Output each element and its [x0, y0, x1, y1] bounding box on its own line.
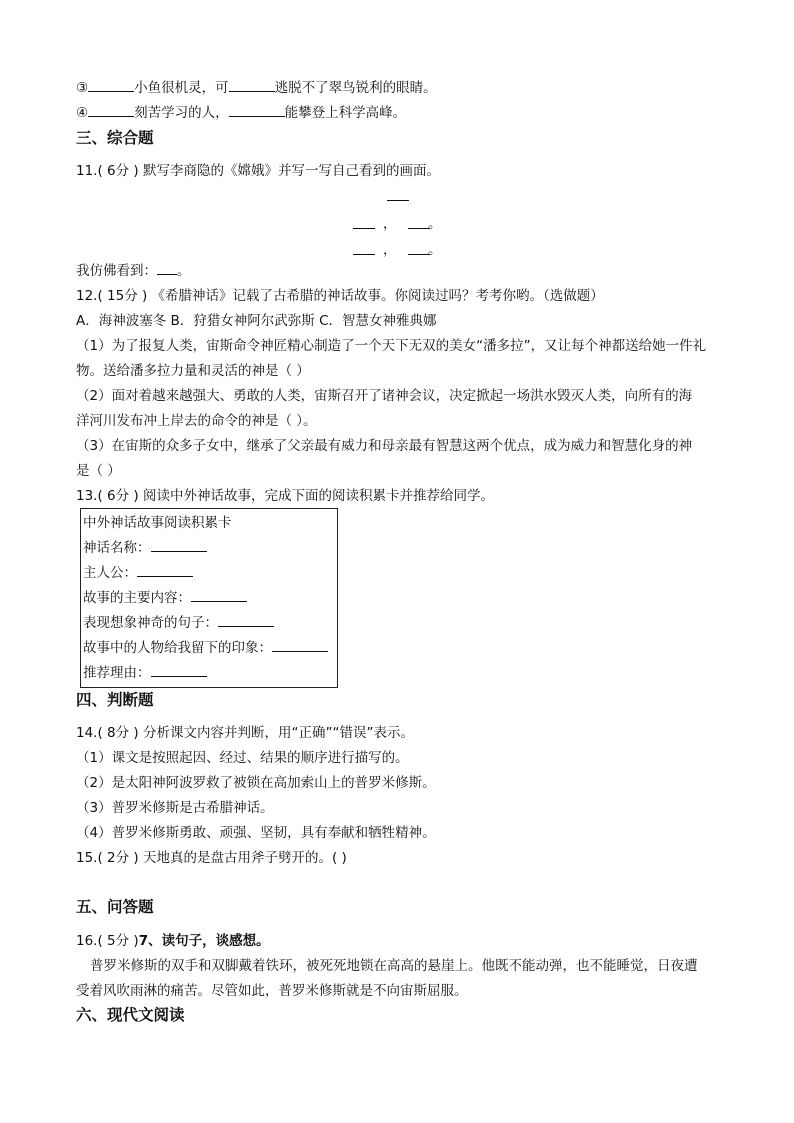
question-14-sub-3: （3）普罗米修斯是古希腊神话。: [76, 800, 274, 816]
answer-blank[interactable]: [88, 78, 134, 92]
section-4-heading: 四、判断题: [76, 691, 154, 709]
item-number: ③: [76, 80, 89, 96]
answer-blank[interactable]: [229, 103, 285, 117]
question-12-sub-1: （1）为了报复人类，宙斯命令神匠精心制造了一个天下无双的美女“潘多拉”，又让每个神都送给她一件礼: [76, 338, 707, 354]
question-13-stem: 13.( 6分 ) 阅读中外神话故事，完成下面的阅读积累卡并推荐给同学。: [76, 488, 494, 504]
card-row-sentence: 表现想象神奇的句子：: [83, 613, 274, 633]
card-row-hero: 主人公：: [83, 563, 193, 583]
card-row-name: 神话名称：: [83, 538, 207, 558]
question-12-options: A．海神波塞冬 B．狩猎女神阿尔武弥斯 C．智慧女神雅典娜: [76, 313, 437, 329]
question-12-stem: 12.( 15分 ) 《希腊神话》记载了古希腊的神话故事。你阅读过吗？考考你哟。（选做题）: [76, 288, 604, 304]
section-5-heading: 五、问答题: [76, 898, 154, 916]
question-12-sub-1-cont: 物。送给潘多拉力量和灵活的神是（ ）: [76, 363, 310, 379]
question-14-sub-4: （4）普罗米修斯勇敢、顽强、坚韧，具有奉献和牺牲精神。: [76, 825, 436, 841]
answer-blank[interactable]: [157, 261, 177, 275]
poem-title-blank[interactable]: [387, 200, 409, 201]
reading-card: [80, 508, 338, 688]
question-12-sub-3: （3）在宙斯的众多子女中，继承了父亲最有威力和母亲最有智慧这两个优点，成为威力和智慧化身的神: [76, 438, 693, 454]
answer-blank[interactable]: [218, 613, 274, 627]
card-row-content: 故事的主要内容：: [83, 588, 247, 608]
card-row-reason: 推荐理由：: [83, 663, 207, 683]
poem-blank[interactable]: [353, 228, 375, 229]
question-16-passage-cont: 受着风吹雨淋的痛苦。尽管如此，普罗米修斯就是不向宙斯屈服。: [76, 983, 468, 999]
answer-blank[interactable]: [88, 103, 134, 117]
section-3-heading: 三、综合题: [76, 129, 154, 147]
answer-blank[interactable]: [191, 588, 247, 602]
question-16-stem: 16.( 5分 )7、读句子，谈感想。: [76, 933, 270, 949]
question-14-stem: 14.( 8分 ) 分析课文内容并判断，用“正确”“错误”表示。: [76, 725, 414, 741]
question-11-stem: 11.( 6分 ) 默写李商隐的《嫦娥》并写一写自己看到的画面。: [76, 163, 440, 179]
poem-blank[interactable]: [408, 228, 430, 229]
poem-comma: ，: [383, 242, 397, 258]
poem-period: 。: [428, 216, 442, 232]
question-12-sub-2-cont: 洋河川发布冲上岸去的命令的神是（ ）。: [76, 413, 317, 429]
answer-blank[interactable]: [272, 638, 328, 652]
poem-blank[interactable]: [353, 254, 375, 255]
answer-blank[interactable]: [137, 563, 193, 577]
question-14-sub-1: （1）课文是按照起因、经过、结果的顺序进行描写的。: [76, 750, 409, 766]
question-15-stem: 15.( 2分 ) 天地真的是盘古用斧子劈开的。( ): [76, 850, 347, 866]
question-16-passage: 普罗米修斯的双手和双脚戴着铁环，被死死地锁在高高的悬崖上。他既不能动弹，也不能睡觉，日夜遭: [90, 958, 698, 974]
section-6-heading: 六、现代文阅读: [76, 1006, 185, 1024]
question-12-sub-2: （2）面对着越来越强大、勇敢的人类，宙斯召开了诸神会议，决定掀起一场洪水毁灭人类，向所有的海: [76, 388, 693, 404]
card-row-impression: 故事中的人物给我留下的印象：: [83, 638, 328, 658]
question-12-sub-3-cont: 是（ ）: [76, 463, 121, 479]
poem-comma: ，: [383, 216, 397, 232]
poem-blank[interactable]: [408, 254, 430, 255]
question-14-sub-2: （2）是太阳神阿波罗救了被锁在高加索山上的普罗米修斯。: [76, 775, 436, 791]
answer-blank[interactable]: [151, 663, 207, 677]
fill-item-4: ④ 刻苦学习的人， 能攀登上科学高峰。: [76, 105, 407, 121]
item-number: ④: [76, 105, 89, 121]
answer-blank[interactable]: [229, 78, 275, 92]
poem-period: 。: [428, 242, 442, 258]
fill-item-3: ③ 小鱼很机灵，可 逃脱不了翠鸟锐利的眼睛。: [76, 80, 437, 96]
card-title: 中外神话故事阅读积累卡: [83, 515, 232, 531]
scene-line: 我仿佛看到： 。: [76, 263, 191, 279]
answer-blank[interactable]: [151, 538, 207, 552]
